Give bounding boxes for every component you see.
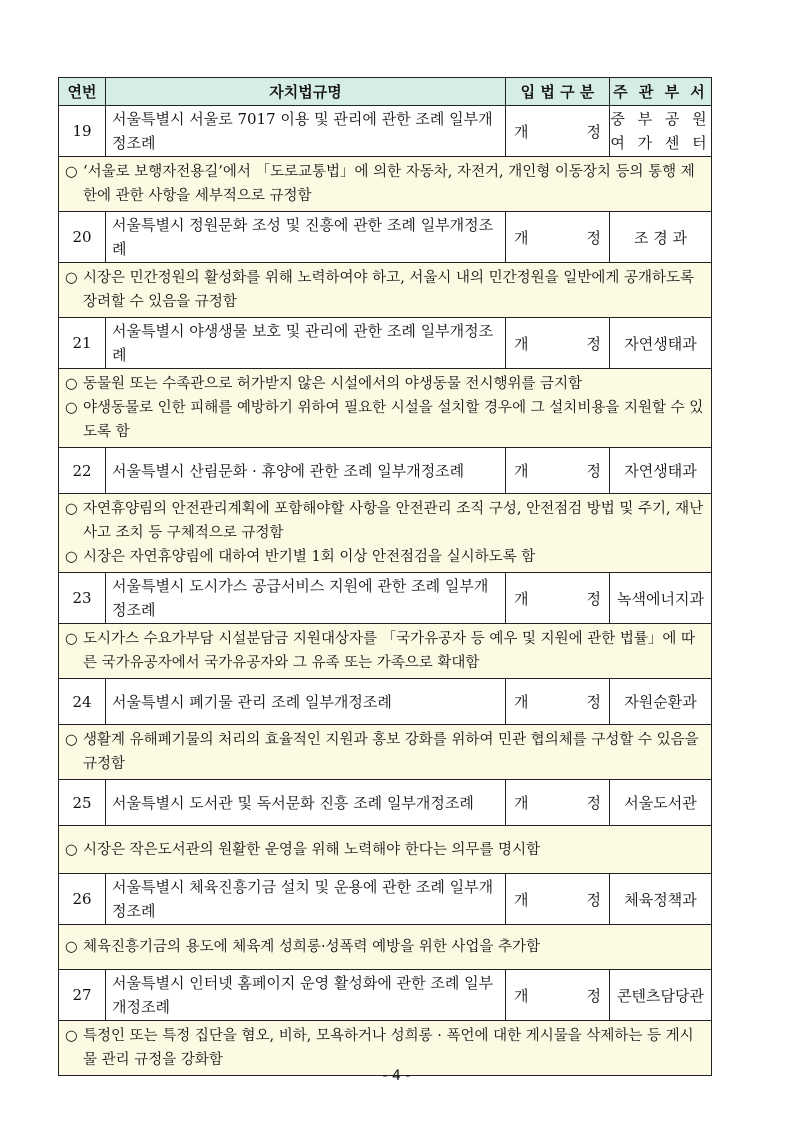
bullet-circle-icon: ○	[65, 400, 78, 416]
row-number: 27	[59, 970, 106, 1021]
note-item	[65, 396, 705, 444]
department: 녹색에너지과	[610, 573, 712, 624]
table-row	[59, 970, 712, 1021]
bullet-circle-icon: ○	[65, 270, 78, 286]
bullet-circle-icon: ○	[65, 841, 78, 858]
note-item	[65, 838, 705, 862]
ordinance-title: 서울특별시 산림문화 · 휴양에 관한 조례 일부개정조례	[106, 448, 506, 494]
ordinance-title: 서울특별시 정원문화 조성 및 진흥에 관한 조례 일부개정조례	[106, 212, 506, 263]
row-number: 26	[59, 874, 106, 925]
page-number: - 4 -	[382, 1068, 411, 1084]
row-number: 23	[59, 573, 106, 624]
department: 중 부 공 원 여 가 센 터	[610, 106, 712, 157]
bullet-circle-icon: ○	[65, 631, 78, 647]
header-type: 입 법 구 분	[506, 78, 610, 106]
legislation-type-a: 개	[514, 122, 529, 141]
legislation-type	[506, 318, 610, 369]
ordinance-title: 서울특별시 서울로 7017 이용 및 관리에 관한 조례 일부개정조례	[106, 106, 506, 157]
note-text: ‘서울로 보행자전용길’에서 「도로교통법」에 의한 자동차, 자전거, 개인형 이동장치 등의 통행 제한에 관한 사항을 세부적으로 규정함	[83, 164, 695, 204]
ordinance-title: 서울특별시 체육진흥기금 설치 및 운용에 관한 조례 일부개정조례	[106, 874, 506, 925]
note-item	[65, 1024, 705, 1072]
department: 자연생태과	[610, 318, 712, 369]
note-row	[59, 494, 712, 573]
row-number: 19	[59, 106, 106, 157]
note-row	[59, 725, 712, 780]
legislation-type-b: 정	[586, 334, 601, 353]
department: 체육정책과	[610, 874, 712, 925]
bullet-circle-icon: ○	[65, 164, 78, 180]
table-row	[59, 679, 712, 725]
ordinance-title: 서울특별시 야생생물 보호 및 관리에 관한 조례 일부개정조례	[106, 318, 506, 369]
bullet-circle-icon: ○	[65, 732, 78, 748]
legislation-type-b: 정	[586, 122, 601, 141]
legislation-type	[506, 679, 610, 725]
note-row	[59, 369, 712, 448]
ordinance-title: 서울특별시 폐기물 관리 조례 일부개정조례	[106, 679, 506, 725]
legislation-type-a: 개	[514, 986, 529, 1005]
note-row	[59, 157, 712, 212]
ordinance-title: 서울특별시 인터넷 홈페이지 운영 활성화에 관한 조례 일부개정조례	[106, 970, 506, 1021]
note-item	[65, 545, 705, 569]
legislation-type-a: 개	[514, 462, 529, 480]
note-text: 생활계 유해폐기물의 처리의 효율적인 지원과 홍보 강화를 위하여 민관 협의체를 구성할 수 있음을 규정함	[83, 732, 699, 772]
department: 서울도서관	[610, 780, 712, 826]
legislation-type-b: 정	[586, 986, 601, 1005]
bullet-circle-icon: ○	[65, 549, 78, 565]
note-row	[59, 263, 712, 318]
note-row	[59, 925, 712, 970]
note-item	[65, 372, 705, 396]
legislation-type	[506, 573, 610, 624]
bullet-circle-icon: ○	[65, 376, 78, 392]
legislation-type	[506, 970, 610, 1021]
note-text: 시장은 민간정원의 활성화를 위해 노력하여야 하고, 서울시 내의 민간정원을 일반에게 공개하도록 장려할 수 있음을 규정함	[83, 270, 694, 310]
note-text: 자연휴양림의 안전관리계획에 포함해야할 사항을 안전관리 조직 구성, 안전점검 방법 및 주기, 재난사고 조치 등 구체적으로 규정함	[83, 501, 704, 541]
row-number: 22	[59, 448, 106, 494]
table-row	[59, 448, 712, 494]
note-item	[65, 497, 705, 545]
bullet-circle-icon: ○	[65, 939, 78, 955]
note-item	[65, 160, 705, 208]
ordinance-title: 서울특별시 도시가스 공급서비스 지원에 관한 조례 일부개정조례	[106, 573, 506, 624]
legislation-type	[506, 448, 610, 494]
note-cell	[59, 157, 712, 212]
header-dept: 주 관 부 서	[610, 78, 712, 106]
table-row	[59, 212, 712, 263]
note-item	[65, 627, 705, 675]
row-number: 21	[59, 318, 106, 369]
legislation-type-b: 정	[586, 693, 601, 711]
department: 조 경 과	[610, 212, 712, 263]
legislation-type-b: 정	[586, 462, 601, 480]
department: 자원순환과	[610, 679, 712, 725]
legislation-type-a: 개	[514, 334, 529, 353]
note-cell	[59, 725, 712, 780]
department: 자연생태과	[610, 448, 712, 494]
ordinance-table	[58, 77, 712, 1076]
note-item	[65, 728, 705, 776]
note-cell	[59, 263, 712, 318]
legislation-type-b: 정	[586, 589, 601, 608]
header-num: 연번	[59, 78, 106, 106]
note-cell	[59, 826, 712, 874]
ordinance-title: 서울특별시 도서관 및 독서문화 진흥 조례 일부개정조례	[106, 780, 506, 826]
legislation-type-a: 개	[514, 228, 529, 247]
note-text: 동물원 또는 수족관으로 허가받지 않은 시설에서의 야생동물 전시행위를 금지함	[83, 376, 583, 392]
header-title: 자치법규명	[106, 78, 506, 106]
note-item	[65, 266, 705, 314]
table-row	[59, 573, 712, 624]
department: 콘텐츠담당관	[610, 970, 712, 1021]
note-cell	[59, 369, 712, 448]
row-number: 25	[59, 780, 106, 826]
table-row	[59, 318, 712, 369]
legislation-type-a: 개	[514, 693, 529, 711]
legislation-type	[506, 106, 610, 157]
note-text: 야생동물로 인한 피해를 예방하기 위하여 필요한 시설을 설치할 경우에 그 설치비용을 지원할 수 있도록 함	[83, 400, 704, 440]
note-row	[59, 826, 712, 874]
row-number: 24	[59, 679, 106, 725]
bullet-circle-icon: ○	[65, 501, 78, 517]
note-text: 시장은 자연휴양림에 대하여 반기별 1회 이상 안전점검을 실시하도록 함	[83, 549, 536, 565]
note-cell	[59, 624, 712, 679]
bullet-circle-icon: ○	[65, 1028, 78, 1044]
note-text: 도시가스 수요가부담 시설분담금 지원대상자를 「국가유공자 등 예우 및 지원에 관한 법률」에 따른 국가유공자에서 국가유공자와 그 유족 또는 가족으로 확대함	[83, 631, 695, 671]
legislation-type-b: 정	[586, 890, 601, 909]
note-cell	[59, 925, 712, 970]
note-row	[59, 624, 712, 679]
row-number: 20	[59, 212, 106, 263]
table-row	[59, 874, 712, 925]
legislation-type-b: 정	[586, 228, 601, 247]
legislation-type	[506, 780, 610, 826]
note-text: 특정인 또는 특정 집단을 혐오, 비하, 모욕하거나 성희롱 · 폭언에 대한 게시물을 삭제하는 등 게시물 관리 규정을 강화함	[83, 1028, 694, 1068]
legislation-type-a: 개	[514, 794, 529, 812]
legislation-type	[506, 874, 610, 925]
legislation-type-b: 정	[586, 794, 601, 812]
note-item	[65, 935, 705, 959]
legislation-type-a: 개	[514, 589, 529, 608]
legislation-type-a: 개	[514, 890, 529, 909]
note-text: 시장은 작은도서관의 원활한 운영을 위해 노력해야 한다는 의무를 명시함	[83, 841, 541, 858]
table-row	[59, 780, 712, 826]
note-text: 체육진흥기금의 용도에 체육계 성희롱·성폭력 예방을 위한 사업을 추가함	[83, 939, 541, 955]
note-cell	[59, 494, 712, 573]
legislation-type	[506, 212, 610, 263]
table-header-row	[59, 78, 712, 106]
table-row	[59, 106, 712, 157]
